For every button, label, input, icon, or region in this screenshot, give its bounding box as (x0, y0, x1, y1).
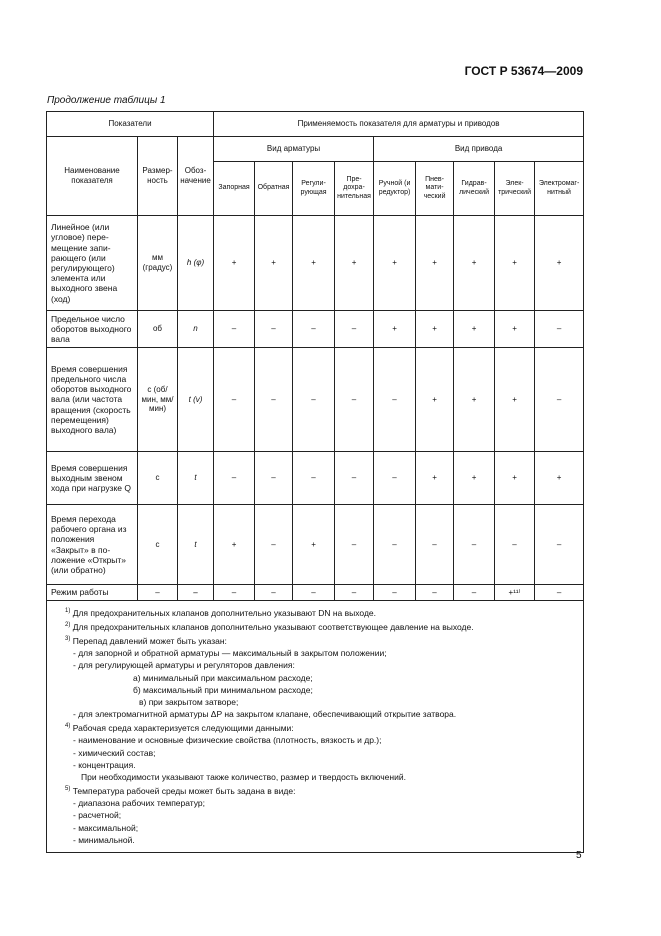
footnotes (47, 601, 584, 853)
cell: – (495, 505, 535, 585)
row-unit: мм (градус) (138, 216, 178, 311)
header-subcol: Предохранительная (335, 162, 374, 216)
cell: + (454, 216, 495, 311)
table-row (47, 505, 584, 585)
cell: + (416, 311, 454, 348)
cell: + (416, 216, 454, 311)
cell: – (255, 585, 293, 601)
header-armatura-type: Вид арматуры (214, 137, 374, 162)
note-item: - химический состав; (73, 747, 156, 758)
row-unit: – (138, 585, 178, 601)
cell: – (535, 348, 584, 452)
row-unit: об (138, 311, 178, 348)
header-subcol: Регулирующая (293, 162, 335, 216)
cell: – (255, 348, 293, 452)
cell: + (454, 311, 495, 348)
row-unit: с (138, 505, 178, 585)
header-name: Наименование показателя (47, 137, 138, 216)
note-item: - диапазона рабочих температур; (73, 798, 206, 809)
header-subcol: Электрический (495, 162, 535, 216)
note-item: - расчетной; (73, 810, 122, 821)
cell: – (293, 311, 335, 348)
cell: +¹¹⁾ (495, 585, 535, 601)
header-subcol: Гидравлический (454, 162, 495, 216)
header-subcol: Обратная (255, 162, 293, 216)
cell: – (335, 348, 374, 452)
header-row-2 (47, 137, 584, 162)
cell: – (335, 585, 374, 601)
cell: + (335, 216, 374, 311)
row-symbol: t (178, 452, 214, 505)
row-unit: с (138, 452, 178, 505)
cell: + (495, 311, 535, 348)
cell: + (374, 216, 416, 311)
cell: – (416, 585, 454, 601)
notes-row (47, 601, 584, 853)
standard-number: ГОСТ Р 53674—2009 (464, 64, 583, 78)
table-row (47, 348, 584, 452)
note-item: - наименование и основные физические свойства (плотность, вязкость и др.); (73, 735, 382, 746)
header-row-1 (47, 112, 584, 137)
cell: + (495, 452, 535, 505)
cell: – (255, 505, 293, 585)
cell: – (214, 311, 255, 348)
note-item: б) максимальный при минимальном расходе; (133, 684, 313, 695)
cell: + (454, 452, 495, 505)
note-item: а) минимальный при максимальном расходе; (133, 672, 313, 683)
header-applicability: Применяемость показателя для арматуры и приводов (214, 112, 584, 137)
note-item: - для регулирующей арматуры и регуляторов давления: (73, 660, 295, 671)
cell: + (416, 348, 454, 452)
cell: + (293, 216, 335, 311)
cell: – (335, 311, 374, 348)
note-item: - минимальной. (73, 834, 135, 845)
cell: – (374, 505, 416, 585)
table-row (47, 585, 584, 601)
note-item: При необходимости указывают также количество, размер и твердость включений. (81, 771, 406, 782)
cell: – (374, 452, 416, 505)
note-item: в) при закрытом затворе; (139, 696, 239, 707)
header-indicators: Показатели (47, 112, 214, 137)
cell: + (535, 452, 584, 505)
cell: – (535, 505, 584, 585)
cell: + (454, 348, 495, 452)
cell: – (214, 452, 255, 505)
cell: + (495, 216, 535, 311)
row-symbol: t (v) (178, 348, 214, 452)
cell: – (535, 311, 584, 348)
row-name: Время совершения выходным звеном хода при нагрузке Q (47, 452, 138, 505)
cell: + (495, 348, 535, 452)
cell: – (454, 505, 495, 585)
row-symbol: t (178, 505, 214, 585)
cell: + (255, 216, 293, 311)
cell: – (293, 585, 335, 601)
page-number: 5 (576, 850, 582, 861)
header-unit: Размерность (138, 137, 178, 216)
note-item: $^{2)}$ Для предохранительных клапанов дополнительно указывают соответствующее давление на выходе. (65, 621, 474, 632)
cell: + (293, 505, 335, 585)
row-symbol: n (178, 311, 214, 348)
note-item: $^{3)}$ Перепад давлений может быть указан: (65, 635, 227, 646)
applicability-table (46, 111, 584, 853)
note-item: - для электромагнитной арматуры ΔP на закрытом клапане, обеспечивающий открытие затвора. (73, 709, 457, 720)
header-symbol: Обозначение (178, 137, 214, 216)
header-subcol: Пневматический (416, 162, 454, 216)
cell: – (214, 348, 255, 452)
cell: – (293, 452, 335, 505)
cell: – (374, 585, 416, 601)
row-unit: с (об/мин, мм/мин) (138, 348, 178, 452)
cell: – (416, 505, 454, 585)
row-name: Время перехода рабочего органа из положения «Закрыт» в положение «Открыт» (или обратно) (47, 505, 138, 585)
cell: – (374, 348, 416, 452)
header-subcol: Запорная (214, 162, 255, 216)
cell: – (255, 311, 293, 348)
cell: + (214, 505, 255, 585)
cell: + (374, 311, 416, 348)
row-name: Время совершения предельного числа оборотов выходного вала (или частота вращения (скорость перемещения) выходного вала) (47, 348, 138, 452)
cell: – (335, 505, 374, 585)
row-symbol: – (178, 585, 214, 601)
note-item: - максимальной; (73, 822, 139, 833)
table-row (47, 216, 584, 311)
cell: + (416, 452, 454, 505)
cell: – (255, 452, 293, 505)
table-continuation-caption: Продолжение таблицы 1 (47, 95, 166, 106)
cell: – (293, 348, 335, 452)
table-row (47, 311, 584, 348)
row-name: Режим работы (47, 585, 138, 601)
note-item: $^{4)}$ Рабочая среда характеризуется следующими данными: (65, 723, 294, 734)
row-name: Предельное число оборотов выходного вала (47, 311, 138, 348)
cell: – (454, 585, 495, 601)
cell: – (214, 585, 255, 601)
cell: – (535, 585, 584, 601)
row-symbol: h (φ) (178, 216, 214, 311)
header-subcol: Электромагнитный (535, 162, 584, 216)
row-name: Линейное (или угловое) перемещение запирающего (или регулирующего) элемента или выходного звена (ход) (47, 216, 138, 311)
note-item: - для запорной и обратной арматуры — максимальный в закрытом положении; (73, 648, 387, 659)
table-row (47, 452, 584, 505)
cell: + (535, 216, 584, 311)
cell: – (335, 452, 374, 505)
cell: + (214, 216, 255, 311)
note-item: $^{5)}$ Температура рабочей среды может быть задана в виде: (65, 785, 296, 796)
header-subcol: Ручной (и редуктор) (374, 162, 416, 216)
header-drive-type: Вид привода (374, 137, 584, 162)
note-item: - концентрация. (73, 759, 136, 770)
note-item: $^{1)}$ Для предохранительных клапанов дополнительно указывают DN на выходе. (65, 607, 377, 618)
